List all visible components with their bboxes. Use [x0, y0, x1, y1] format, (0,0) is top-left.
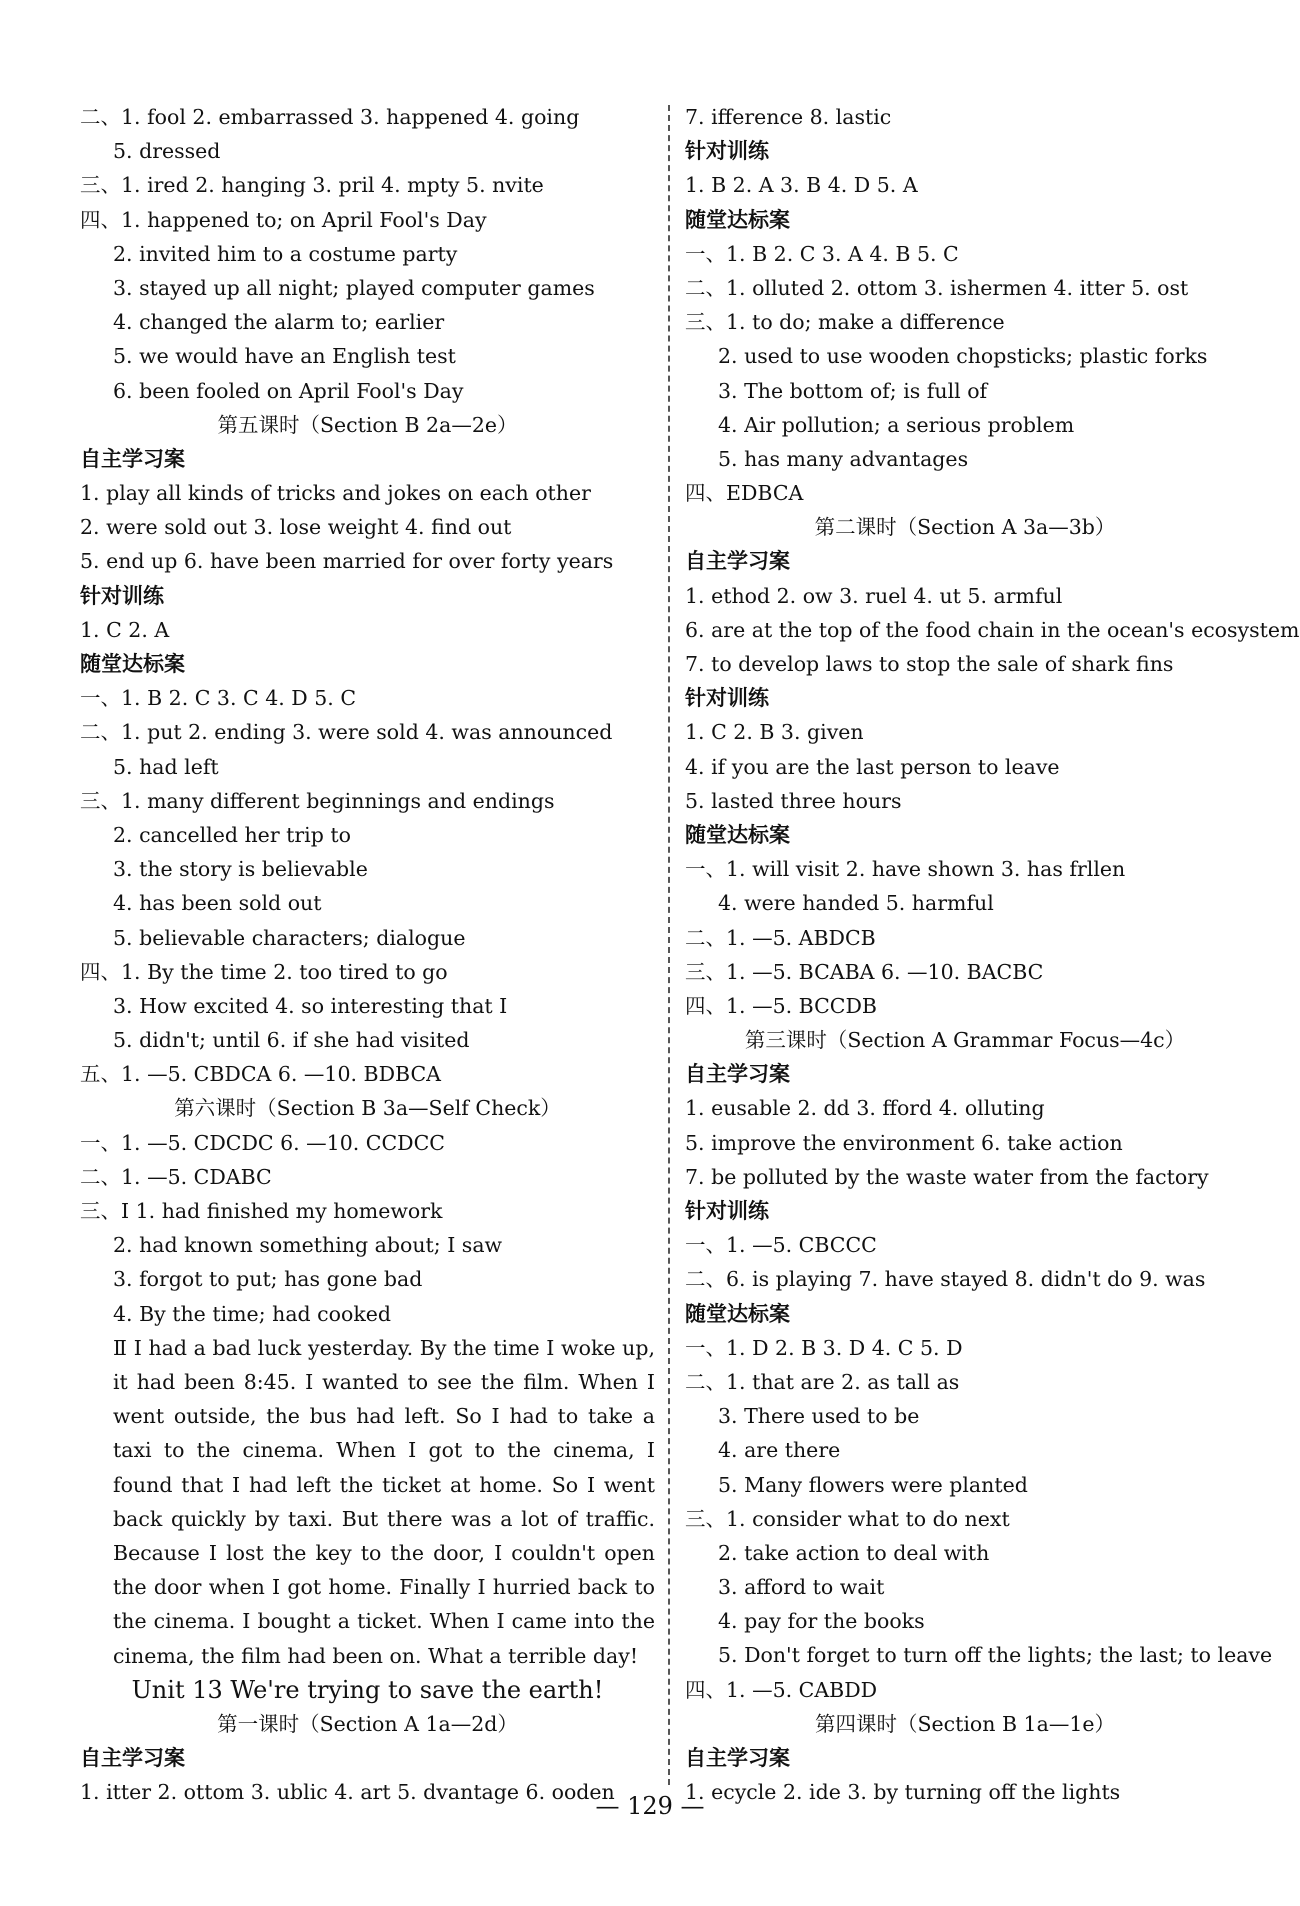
answer-line: 二、1. olluted 2. ottom 3. ishermen 4. itter 5. ost	[685, 275, 1189, 300]
section-heading: 针对训练	[685, 1199, 769, 1223]
answer-line: 4. Air pollution; a serious problem	[718, 412, 1075, 437]
answer-line: 4. changed the alarm to; earlier	[113, 310, 445, 335]
answer-line: 5. believable characters; dialogue	[113, 925, 466, 950]
answer-line: 2. had known something about; I saw	[113, 1233, 503, 1258]
answer-line: 四、EDBCA	[685, 481, 804, 506]
section-heading: 自主学习案	[80, 446, 185, 471]
answer-line: 1. eusable 2. dd 3. fford 4. olluting	[685, 1096, 1045, 1121]
answer-line: 1. play all kinds of tricks and jokes on each other	[80, 481, 591, 506]
section-heading: 针对训练	[80, 583, 164, 608]
answer-line: 一、1. B 2. C 3. A 4. B 5. C	[685, 241, 959, 266]
answer-line: 一、1. D 2. B 3. D 4. C 5. D	[685, 1335, 963, 1360]
section-heading: 随堂达标案	[685, 822, 790, 847]
section-heading: 随堂达标案	[685, 1301, 790, 1326]
page-number: — 129 —	[595, 1792, 705, 1820]
answer-line: 2. take action to deal with	[718, 1540, 990, 1565]
answer-line: 5. dressed	[113, 139, 221, 164]
answer-line: 4. if you are the last person to leave	[685, 754, 1060, 779]
answer-line: 4. pay for the books	[718, 1609, 925, 1634]
section-heading: 自主学习案	[685, 1746, 790, 1770]
section-heading: 自主学习案	[685, 1062, 790, 1087]
answer-line: 一、1. —5. CDCDC 6. —10. CCDCC	[80, 1130, 445, 1155]
writing-paragraph: Ⅱ I had a bad luck yesterday. By the time I woke up, it had been 8:45. I wanted to see the film. When I went outside, the bus had left. So I had to take a taxi to the cinema. When I got to the cinema, I found that I had left the ticket at home. So I went back quickly by taxi. But there was a lot of traffic. Because I lost the key to the door, I couldn't open the door when I got home. Finally I hurried back to the cinema. I bought a ticket. When I came into the cinema, the film had been on. What a terrible day!	[113, 1335, 655, 1668]
lesson-title: 第一课时（Section A 1a—2d）	[217, 1711, 518, 1736]
answer-line: 二、1. put 2. ending 3. were sold 4. was announced	[80, 720, 613, 745]
answer-line: 一、1. B 2. C 3. C 4. D 5. C	[80, 686, 356, 711]
answer-line: 4. By the time; had cooked	[113, 1301, 392, 1326]
answer-line: 3. stayed up all night; played computer games	[113, 275, 595, 300]
answer-line: 6. been fooled on April Fool's Day	[113, 378, 464, 403]
answer-line: 2. used to use wooden chopsticks; plastic forks	[718, 344, 1208, 369]
answer-line: 二、1. that are 2. as tall as	[685, 1369, 960, 1394]
answer-line: 1. C 2. B 3. given	[685, 720, 864, 745]
answer-line: 5. has many advantages	[718, 446, 969, 471]
answer-line: 三、1. consider what to do next	[685, 1506, 1010, 1531]
answer-line: 四、1. happened to; on April Fool's Day	[80, 207, 487, 232]
lesson-title: 第二课时（Section A 3a—3b）	[814, 515, 1116, 540]
answer-line: 三、1. —5. BCABA 6. —10. BACBC	[685, 959, 1044, 984]
answer-line: 7. be polluted by the waste water from the factory	[685, 1164, 1209, 1189]
answer-line: 3. How excited 4. so interesting that I	[113, 993, 508, 1018]
answer-line: 1. C 2. A	[80, 617, 170, 642]
section-heading: 针对训练	[685, 139, 769, 164]
lesson-title: 第四课时（Section B 1a—1e）	[814, 1711, 1116, 1736]
answer-line: 5. Don't forget to turn off the lights; the last; to leave	[718, 1643, 1273, 1668]
section-heading: 自主学习案	[80, 1746, 185, 1771]
column-divider	[668, 105, 670, 1785]
answer-line: 一、1. —5. CBCCC	[685, 1233, 877, 1258]
answer-line: 5. had left	[113, 754, 219, 779]
answer-line: 5. we would have an English test	[113, 344, 456, 369]
section-heading: 自主学习案	[685, 549, 790, 574]
answer-line: 3. the story is believable	[113, 857, 368, 882]
answer-line: 1. B 2. A 3. B 4. D 5. A	[685, 173, 918, 198]
answer-line: 五、1. —5. CBDCA 6. —10. BDBCA	[80, 1062, 441, 1087]
answer-line: 4. were handed 5. harmful	[718, 891, 994, 916]
answer-line: 四、1. By the time 2. too tired to go	[80, 959, 448, 984]
answer-line: 二、1. fool 2. embarrassed 3. happened 4. going	[80, 105, 580, 129]
answer-line: 5. didn't; until 6. if she had visited	[113, 1028, 470, 1053]
answer-line: 一、1. will visit 2. have shown 3. has frllen	[685, 857, 1126, 882]
answer-line: 5. improve the environment 6. take action	[685, 1130, 1123, 1155]
answer-line: 三、1. many different beginnings and endings	[80, 788, 555, 813]
answer-line: 4. has been sold out	[113, 891, 322, 916]
answer-line: 3. The bottom of; is full of	[718, 378, 988, 403]
answer-line: 1. itter 2. ottom 3. ublic 4. art 5. dvantage 6. ooden	[80, 1780, 615, 1805]
left-column	[80, 100, 655, 1810]
answer-line: 二、1. —5. CDABC	[80, 1164, 272, 1189]
answer-line: 三、1. to do; make a difference	[685, 310, 1005, 335]
answer-line: 二、6. is playing 7. have stayed 8. didn't do 9. was	[685, 1267, 1206, 1292]
lesson-title: 第六课时（Section B 3a—Self Check）	[174, 1096, 561, 1121]
answer-line: 3. afford to wait	[718, 1575, 885, 1600]
answer-line: 4. are there	[718, 1438, 841, 1463]
answer-line: 5. Many flowers were planted	[718, 1472, 1028, 1497]
unit-title: Unit 13 We're trying to save the earth!	[131, 1675, 604, 1704]
answer-line: 二、1. —5. ABDCB	[685, 925, 876, 950]
answer-line: 三、Ⅰ 1. had finished my homework	[80, 1199, 443, 1223]
lesson-title: 第三课时（Section A Grammar Focus—4c）	[744, 1028, 1186, 1053]
section-heading: 随堂达标案	[685, 207, 790, 232]
section-heading: 随堂达标案	[80, 652, 185, 676]
answer-line: 三、1. ired 2. hanging 3. pril 4. mpty 5. nvite	[80, 173, 544, 198]
answer-line: 1. ethod 2. ow 3. ruel 4. ut 5. armful	[685, 583, 1063, 608]
answer-line: 3. forgot to put; has gone bad	[113, 1267, 423, 1292]
answer-line: 2. invited him to a costume party	[113, 241, 458, 266]
answer-line: 3. There used to be	[718, 1404, 920, 1429]
answer-line: 5. end up 6. have been married for over forty years	[80, 549, 614, 574]
answer-line: 四、1. —5. CABDD	[685, 1677, 878, 1702]
answer-line: 7. ifference 8. lastic	[685, 105, 892, 129]
right-column	[685, 100, 1300, 1809]
answer-line: 1. ecycle 2. ide 3. by turning off the lights	[685, 1780, 1121, 1805]
answer-line: 2. cancelled her trip to	[113, 822, 351, 847]
answer-line: 6. are at the top of the food chain in the ocean's ecosystem	[685, 617, 1300, 642]
section-heading: 针对训练	[685, 686, 769, 711]
lesson-title: 第五课时（Section B 2a—2e）	[217, 412, 518, 437]
answer-line: 7. to develop laws to stop the sale of shark fins	[685, 652, 1174, 676]
answer-line: 5. lasted three hours	[685, 788, 902, 813]
answer-line: 2. were sold out 3. lose weight 4. find out	[80, 515, 512, 540]
answer-line: 四、1. —5. BCCDB	[685, 993, 877, 1018]
